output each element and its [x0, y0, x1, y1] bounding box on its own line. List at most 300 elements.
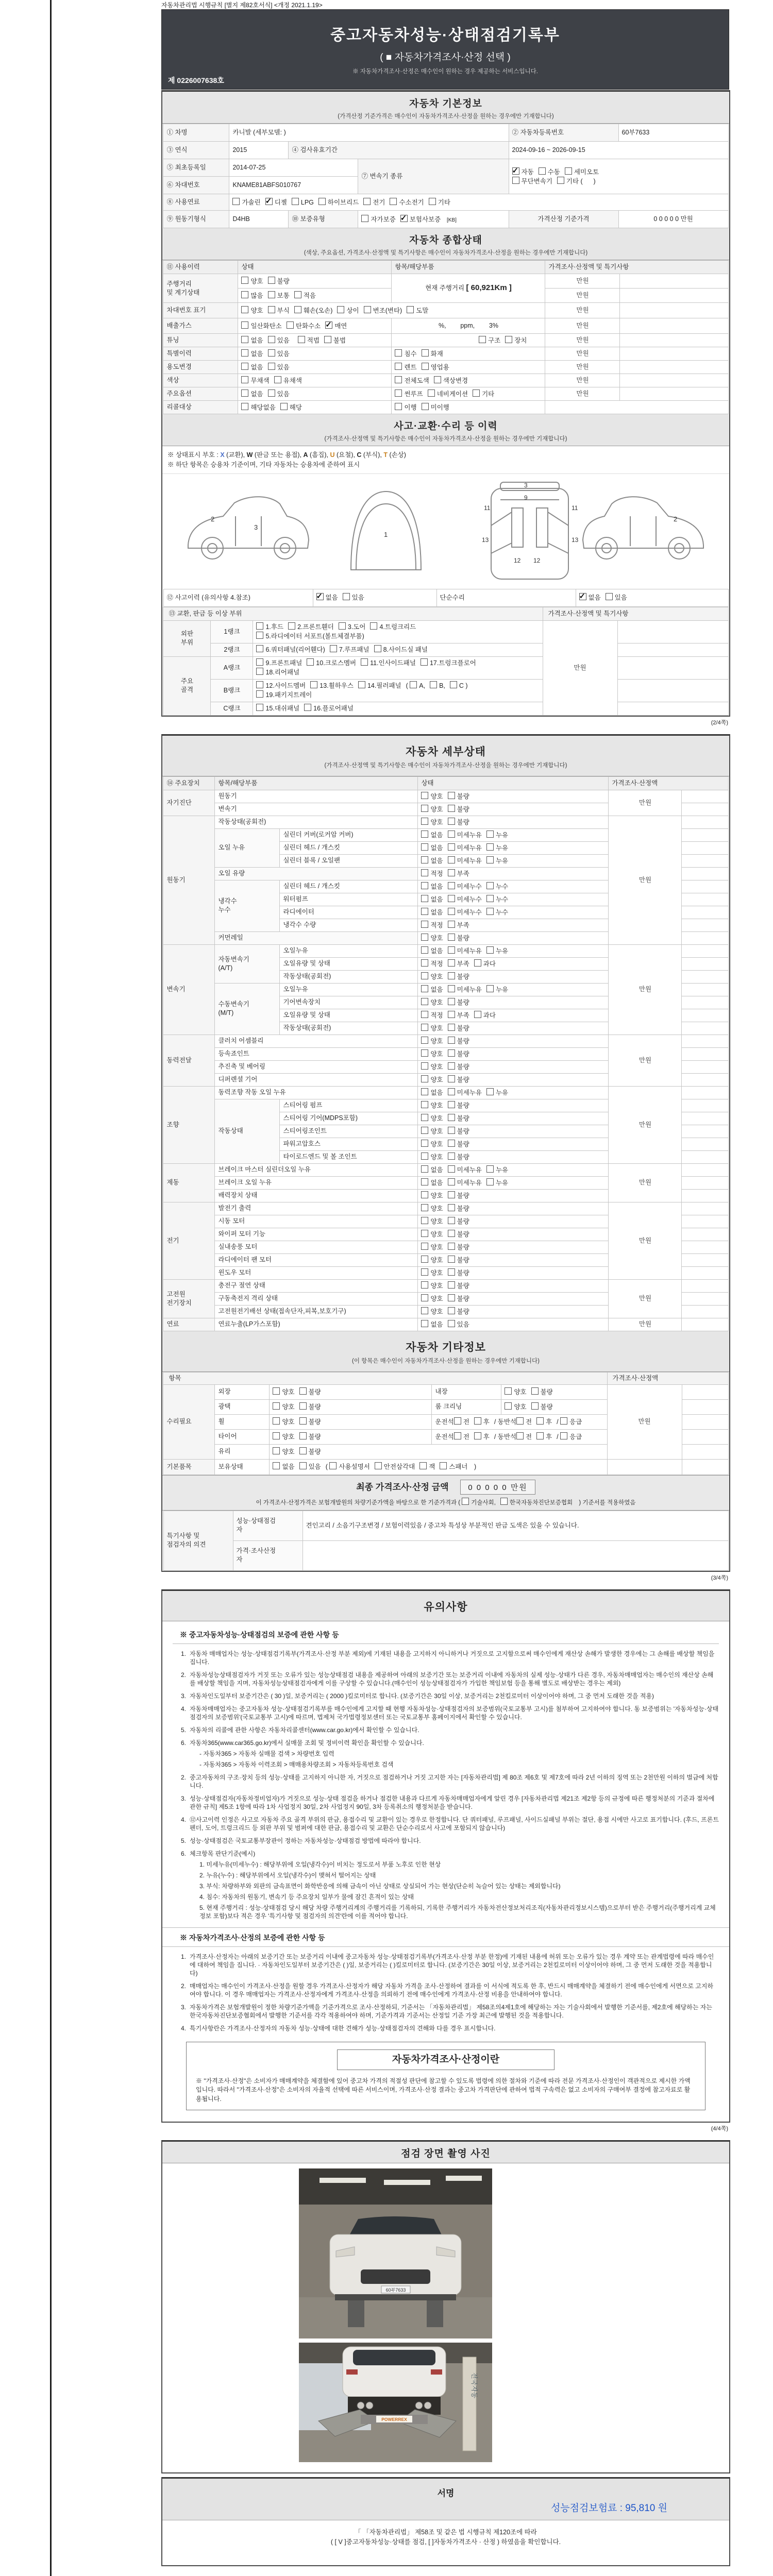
checkbox-checked[interactable]: ✓ 없음 [316, 594, 338, 601]
diagram-label: 13 [482, 536, 489, 544]
checkbox[interactable]: 양호 [241, 278, 263, 285]
checkbox[interactable]: 불량 [448, 1076, 469, 1083]
checkbox[interactable]: 해당 [280, 404, 302, 411]
table-cell [682, 1022, 728, 1035]
checkbox[interactable]: 해당없음 [241, 404, 275, 411]
checkbox[interactable]: 미세누유 [448, 1166, 482, 1174]
table-cell: ⑤ 최초등록일 [163, 159, 229, 177]
checkbox[interactable]: 잭 [419, 1463, 435, 1470]
table-cell [682, 803, 728, 816]
checkbox[interactable]: 미세누유 [448, 1179, 482, 1187]
checkbox[interactable]: 영업용 [422, 364, 449, 371]
table-cell [682, 944, 728, 957]
checkbox[interactable]: 불량 [448, 1063, 469, 1071]
checkbox-icon [448, 1294, 455, 1301]
checkbox[interactable]: 1.후드 [256, 623, 283, 631]
checkbox[interactable]: 전 [454, 1418, 469, 1426]
checkbox[interactable]: 불량 [299, 1418, 321, 1426]
checkbox[interactable]: 양호 [421, 1025, 443, 1032]
table-cell: 만원 [545, 274, 620, 289]
table-row [163, 1086, 728, 1099]
block-signature [161, 2477, 730, 2566]
table-cell: 구동축전지 격리 상태 [215, 1292, 418, 1305]
checkbox[interactable]: 없음 [241, 337, 263, 344]
table-cell [392, 334, 545, 347]
checkbox[interactable]: 상이 [337, 307, 359, 314]
checkbox[interactable]: 후 [536, 1418, 552, 1426]
checkbox[interactable]: 있음 [606, 594, 627, 601]
table-cell [682, 1228, 728, 1241]
checkbox[interactable]: 부족 [448, 922, 469, 929]
checkbox-icon [273, 1447, 280, 1454]
checkbox[interactable]: 양호 [273, 1418, 294, 1426]
checkbox-icon [486, 985, 494, 992]
checkbox[interactable]: 렌트 [395, 364, 416, 371]
checkbox[interactable]: 불량 [448, 1257, 469, 1264]
checkbox[interactable]: 양호 [421, 1282, 443, 1290]
checkbox[interactable]: 미세누수 [448, 883, 482, 890]
checkbox[interactable]: 양호 [421, 999, 443, 1006]
table-row [163, 387, 728, 401]
checkbox[interactable]: 적정 [421, 922, 443, 929]
checkbox[interactable]: 16.플로어패널 [304, 705, 354, 712]
checkbox[interactable]: 과다 [474, 1012, 496, 1019]
checkbox[interactable]: 양호 [421, 1128, 443, 1135]
checkbox[interactable]: 불량 [448, 793, 469, 800]
checkbox[interactable]: 무채색 [241, 377, 269, 384]
signature-title: 서명 [437, 2488, 455, 2499]
checkbox[interactable]: 있음 [268, 337, 290, 344]
checkbox[interactable]: 기타 ( ) [557, 178, 596, 185]
checkbox[interactable]: 양호 [421, 1141, 443, 1148]
checkbox[interactable]: 누유 [486, 986, 508, 993]
checkbox-icon [288, 622, 295, 630]
checkbox[interactable]: 불량 [448, 1128, 469, 1135]
checkbox-icon [421, 1114, 428, 1121]
checkbox[interactable]: 불량 [299, 1403, 321, 1411]
checkbox-icon [421, 985, 428, 992]
checkbox[interactable]: 적정 [421, 1012, 443, 1019]
table-cell [418, 931, 609, 944]
notice-group-1 [173, 1650, 719, 1769]
checkbox[interactable]: 하이브리드 [318, 199, 359, 206]
checkbox[interactable]: 후 [474, 1418, 490, 1426]
checkbox[interactable]: 19.패키지트레이 [256, 691, 312, 699]
checkbox[interactable]: 양호 [273, 1448, 294, 1455]
vehicle-diagram-svg [163, 476, 728, 583]
checkbox-icon [448, 1037, 455, 1044]
checkbox[interactable]: 과다 [474, 960, 496, 968]
checkbox[interactable]: 미세누유 [448, 986, 482, 993]
table-cell [682, 906, 728, 919]
checkbox[interactable]: 전체도색 [395, 377, 429, 384]
checkbox[interactable]: 불법 [324, 337, 346, 344]
checkbox[interactable]: 가솔린 [232, 199, 260, 206]
checkbox[interactable]: 불량 [448, 1192, 469, 1199]
checkbox[interactable]: 4.트렁크리드 [370, 623, 416, 631]
checkbox[interactable]: 양호 [421, 1115, 443, 1122]
checkbox[interactable]: 양호 [421, 1308, 443, 1315]
checkbox[interactable]: 양호 [421, 1050, 443, 1058]
checkbox[interactable]: 누유 [486, 1179, 508, 1187]
checkbox[interactable]: 불량 [448, 1141, 469, 1148]
checkbox[interactable]: 부족 [448, 1012, 469, 1019]
checkbox[interactable]: 17.트렁크플로어 [421, 659, 476, 667]
checkbox[interactable]: 부족 [448, 960, 469, 968]
checkbox[interactable]: 누수 [486, 896, 508, 903]
checkbox[interactable]: 12.사이드멤버 [256, 682, 306, 689]
checkbox[interactable]: 침수 [395, 350, 416, 358]
checkbox[interactable]: 수동 [539, 168, 560, 176]
checkbox[interactable]: 누유 [486, 832, 508, 839]
checkbox[interactable]: 미세누유 [448, 947, 482, 955]
table-cell: 만원 [545, 361, 620, 374]
checkbox[interactable]: 응급 [560, 1418, 582, 1426]
table-cell: A랭크 [211, 656, 253, 679]
checkbox[interactable]: 없음 [421, 844, 443, 852]
checkbox-checked[interactable]: ✓자동 [512, 168, 534, 176]
checkbox[interactable]: 불량 [448, 1282, 469, 1290]
checkbox[interactable]: 있음 [268, 391, 290, 398]
checkbox[interactable]: 불량 [448, 1038, 469, 1045]
table-cell [617, 679, 728, 702]
checkbox[interactable]: 후 [536, 1433, 552, 1440]
checkbox[interactable]: 양호 [421, 1295, 443, 1302]
table-cell: 변속기 [215, 803, 418, 816]
checkbox[interactable]: 없음 [421, 1321, 443, 1328]
checkbox[interactable]: 양호 [421, 1205, 443, 1212]
checkbox-icon [486, 1088, 494, 1095]
checkbox[interactable]: 미세누유 [448, 1089, 482, 1096]
checkbox[interactable]: 있음 [448, 1321, 469, 1328]
notice-subitem: 1. 미세누유(미세누수) : 해당부위에 오일(냉각수)이 비치는 정도로서 부품 노후로 인한 현상 [199, 1860, 441, 1868]
notice-subitem: 3. 부식: 차량하부와 외판의 금속표면이 화학반응에 의해 금속이 아닌 상태로 상실되어 가는 현상(단순히 녹슬어 있는 상태는 제외합니다) [199, 1882, 561, 1890]
checkbox[interactable]: 10.크로스멤버 [307, 659, 356, 667]
checkbox-icon [256, 690, 263, 698]
checkbox-checked[interactable]: ✓ 디젤 [265, 199, 287, 206]
table-cell: 현재 주행거리 [ 60,921Km ] [392, 274, 545, 303]
checkbox[interactable]: 양호 [421, 1063, 443, 1071]
checkbox[interactable]: 있음 [299, 1463, 321, 1470]
checkbox[interactable]: 불량 [448, 999, 469, 1006]
checkbox[interactable]: 기타 [473, 391, 494, 398]
checkbox[interactable]: 2.프론트휀더 [288, 623, 334, 631]
checkbox-icon [500, 1498, 508, 1505]
checkbox-checked[interactable]: ✓ 보험사보증 [400, 216, 441, 223]
checkbox[interactable]: 누유 [486, 857, 508, 865]
checkbox[interactable]: 양호 [421, 1231, 443, 1238]
checkbox[interactable]: 양호 [421, 1154, 443, 1161]
checkbox-icon [421, 946, 428, 954]
table-cell [238, 334, 392, 347]
checkbox-icon [421, 1062, 428, 1070]
table-cell [238, 318, 392, 334]
checkbox[interactable]: 양호 [505, 1388, 526, 1396]
checkbox[interactable]: 양호 [241, 307, 263, 314]
table-cell: 스티어링 펌프 [280, 1099, 418, 1112]
table-cell [620, 334, 728, 347]
checkbox[interactable]: 양호 [421, 1192, 443, 1199]
checkbox[interactable]: 누유 [486, 844, 508, 852]
table-cell: 윈도우 모터 [215, 1266, 418, 1279]
checkbox-icon [421, 959, 428, 967]
checkbox[interactable]: 불량 [448, 1244, 469, 1251]
table-cell [238, 374, 392, 387]
table-cell: 제동 [163, 1163, 215, 1202]
checkbox[interactable]: 있음 [343, 594, 364, 601]
checkbox-icon [448, 882, 455, 889]
checkbox[interactable]: 양호 [421, 793, 443, 800]
checkbox[interactable]: 장치 [505, 337, 527, 344]
checkbox[interactable]: 없음 [241, 350, 263, 358]
table-cell: 만원 [545, 374, 620, 387]
checkbox[interactable]: 불량 [448, 1025, 469, 1032]
checkbox-icon [450, 681, 457, 688]
checkbox[interactable]: 무단변속기 [512, 178, 552, 185]
checkbox[interactable]: B, [430, 682, 445, 689]
table-cell: ⑧ 사용연료 [163, 194, 229, 211]
notice-item [173, 1650, 719, 1666]
checkbox[interactable]: 적정 [421, 870, 443, 877]
checkbox[interactable]: 양호 [273, 1403, 294, 1411]
checkbox[interactable]: 13.휠하우스 [310, 682, 354, 689]
checkbox[interactable]: 안전삼각대 [375, 1463, 415, 1470]
checkbox[interactable]: 양호 [505, 1403, 526, 1411]
notice-item [173, 1837, 719, 1845]
checkbox[interactable]: 미세누유 [448, 844, 482, 852]
checkbox-icon [531, 1387, 539, 1395]
checkbox[interactable]: 스패너 [440, 1463, 467, 1470]
notice-item-text: 자동차의 리콜에 관한 사항은 자동차리콜센터(www.car.go.kr)에서 확인할 수 있습니다. [190, 1726, 419, 1734]
checkbox-icon [560, 1432, 567, 1439]
checkbox[interactable]: 보통 [268, 292, 290, 299]
checkbox[interactable]: 없음 [421, 883, 443, 890]
table-cell [682, 1047, 728, 1060]
checkbox[interactable]: 세미오토 [565, 168, 599, 176]
checkbox[interactable]: 구조 [479, 337, 500, 344]
checkbox[interactable]: C ) [450, 682, 468, 689]
checkbox[interactable]: 불량 [448, 1102, 469, 1109]
checkbox[interactable]: 없음 [421, 1166, 443, 1174]
checkbox-icon [364, 306, 371, 313]
checkbox[interactable]: 탄화수소 [287, 323, 321, 330]
table-cell: 충전구 절연 상태 [215, 1279, 418, 1292]
section-etc-title: 자동차 기타정보 [406, 1341, 486, 1353]
detail-condition-table [162, 776, 729, 1331]
table-cell: 1랭크 [211, 620, 253, 643]
table-cell: 자기진단 [163, 790, 215, 816]
checkbox[interactable]: 누유 [486, 1166, 508, 1174]
checkbox[interactable]: 불량 [299, 1448, 321, 1455]
checkbox[interactable]: 7.루프패널 [330, 646, 369, 653]
checkbox[interactable]: 없음 [421, 909, 443, 916]
checkbox[interactable]: 11.인사이드패널 [361, 659, 416, 667]
checkbox-checked[interactable]: ✓ 매연 [325, 323, 347, 330]
notice-subtitle-2: ※ 자동차가격조사·산정의 보증에 관한 사항 등 [162, 1927, 729, 1947]
checkbox[interactable]: 없음 [421, 1179, 443, 1187]
checkbox[interactable]: 불량 [448, 1218, 469, 1225]
table-row [163, 334, 728, 347]
checkbox[interactable]: 있음 [268, 350, 290, 358]
checkbox[interactable]: 미이행 [422, 404, 449, 411]
checkbox[interactable]: 미세누수 [448, 896, 482, 903]
checkbox[interactable]: 누수 [486, 909, 508, 916]
checkbox[interactable]: 적음 [294, 292, 316, 299]
checkbox[interactable]: 불량 [448, 1295, 469, 1302]
checkbox[interactable]: 9.프론트패널 [256, 659, 302, 667]
checkbox[interactable]: 불량 [299, 1433, 321, 1440]
checkbox[interactable]: 15.대쉬패널 [256, 705, 299, 712]
section-overall-header [162, 228, 729, 260]
section-detail-title: 자동차 세부상태 [406, 745, 486, 758]
checkbox[interactable]: 색상변경 [434, 377, 468, 384]
checkbox[interactable]: 적정 [421, 960, 443, 968]
checkbox[interactable]: 없음 [421, 986, 443, 993]
checkbox[interactable]: 미세누유 [448, 857, 482, 865]
checkbox[interactable]: 14.필러패널 [358, 682, 401, 689]
table-cell: 실린더 헤드 / 개스킷 [280, 841, 418, 854]
damage-scope-line: ※ 하단 항목은 승용차 기준이며, 기타 자동차는 승용차에 준하여 표시 [167, 461, 360, 469]
checkbox[interactable]: 부식 [268, 307, 290, 314]
checkbox[interactable]: 양호 [421, 1218, 443, 1225]
checkbox[interactable]: A, [410, 682, 425, 689]
panel-rank-table [162, 607, 729, 716]
checkbox[interactable]: 양호 [421, 806, 443, 813]
checkbox[interactable]: 전 [516, 1433, 532, 1440]
checkbox[interactable]: 양호 [421, 1257, 443, 1264]
checkbox[interactable]: 없음 [421, 947, 443, 955]
checkbox[interactable]: 자가보증 [361, 216, 395, 223]
checkbox[interactable]: 화재 [422, 350, 443, 358]
checkbox-icon [421, 1153, 428, 1160]
checkbox[interactable]: 불량 [448, 819, 469, 826]
checkbox[interactable]: 없음 [241, 391, 263, 398]
checkbox[interactable]: 많음 [241, 292, 263, 299]
checkbox[interactable]: 누유 [486, 1089, 508, 1096]
checkbox[interactable]: 기술사회, [462, 1500, 496, 1506]
table-cell: 가격조사·산정액 [609, 776, 728, 790]
checkbox[interactable]: 기타 [429, 199, 450, 206]
checkbox[interactable]: 양호 [421, 819, 443, 826]
checkbox-icon [421, 895, 428, 902]
checkbox[interactable]: 사용설명서 [329, 1463, 369, 1470]
checkbox[interactable]: 없음 [421, 857, 443, 865]
inspection-photo-rear [299, 2343, 492, 2462]
checkbox[interactable]: 수소전기 [390, 199, 424, 206]
checkbox[interactable]: 양호 [421, 935, 443, 942]
table-cell: 만원 [609, 944, 682, 1035]
checkbox[interactable]: 6.쿼터패널(리어휀다) [256, 646, 325, 653]
checkbox[interactable]: 양호 [273, 1388, 294, 1396]
checkbox[interactable]: 전기 [363, 199, 385, 206]
checkbox[interactable]: 미세누수 [448, 909, 482, 916]
table-cell: 2랭크 [211, 643, 253, 656]
checkbox[interactable]: 불량 [448, 806, 469, 813]
checkbox[interactable]: 8.사이드실 패널 [374, 646, 428, 653]
checkbox[interactable]: 불량 [299, 1388, 321, 1396]
checkbox[interactable]: 3.도어 [339, 623, 366, 631]
checkbox[interactable]: 썬루프 [395, 391, 423, 398]
checkbox-icon [421, 908, 428, 915]
checkbox[interactable]: 양호 [421, 973, 443, 980]
checkbox[interactable]: 불량 [448, 1308, 469, 1315]
checkbox[interactable]: 전 [516, 1418, 532, 1426]
checkbox[interactable]: LPG [292, 199, 314, 206]
checkbox[interactable]: 양호 [273, 1433, 294, 1440]
checkbox[interactable]: 불량 [448, 1269, 469, 1277]
checkbox-icon [421, 1307, 428, 1314]
checkbox[interactable]: 네비게이션 [428, 391, 468, 398]
checkbox[interactable]: 불량 [448, 973, 469, 980]
checkbox[interactable]: 18.리어패널 [256, 669, 299, 676]
table-cell: 오일누유 [280, 983, 418, 996]
table-cell: 견인고리 / 소음기구조변경 / 보험이력있음 / 중고차 특성상 부분적인 판금 도색은 있을 수 있습니다. [303, 1511, 728, 1540]
checkbox-icon [512, 177, 519, 184]
damage-code-legend [162, 446, 729, 474]
checkbox[interactable]: 누유 [486, 947, 508, 955]
styled-text: C [357, 451, 362, 459]
table-cell: 만원 [609, 1318, 682, 1331]
checkbox[interactable]: 양호 [421, 1076, 443, 1083]
table-row [163, 1163, 728, 1176]
table-cell: 기어변속장치 [280, 996, 418, 1009]
checkbox[interactable]: 응급 [560, 1433, 582, 1440]
checkbox[interactable]: 전 [454, 1433, 469, 1440]
checkbox-icon [268, 306, 275, 313]
checkbox[interactable]: 불량 [448, 1205, 469, 1212]
checkbox[interactable]: 부족 [448, 870, 469, 877]
checkbox[interactable]: 없음 [421, 1089, 443, 1096]
checkbox[interactable]: 미세누유 [448, 832, 482, 839]
checkbox[interactable]: 불량 [448, 935, 469, 942]
checkbox[interactable]: 불량 [448, 1115, 469, 1122]
checkbox[interactable]: 5.라디에이터 서포트(볼트체결부품) [256, 633, 364, 640]
checkbox[interactable]: 양호 [421, 1244, 443, 1251]
checkbox[interactable]: 없음 [273, 1463, 294, 1470]
checkbox[interactable]: 불량 [531, 1403, 553, 1411]
table-cell [682, 880, 728, 893]
checkbox[interactable]: 있음 [268, 364, 290, 371]
checkbox[interactable]: 양호 [421, 1269, 443, 1277]
checkbox[interactable]: 없음 [241, 364, 263, 371]
checkbox[interactable]: 없음 [421, 896, 443, 903]
table-cell [418, 1060, 609, 1073]
checkbox[interactable]: 없음 [421, 832, 443, 839]
checkbox[interactable]: 적법 [298, 337, 320, 344]
checkbox-icon [410, 681, 417, 688]
checkbox[interactable]: 불량 [448, 1231, 469, 1238]
checkbox[interactable]: 일산화탄소 [241, 323, 281, 330]
checkbox-icon [486, 1178, 494, 1185]
checkbox[interactable]: 불량 [268, 278, 290, 285]
checkbox[interactable]: 훼손(오손) [294, 307, 333, 314]
checkbox[interactable]: 양호 [421, 1102, 443, 1109]
checkbox[interactable]: 불량 [448, 1154, 469, 1161]
checkbox[interactable]: 이행 [395, 404, 416, 411]
table-cell: ② 자동차등록번호 [509, 124, 618, 142]
checkbox-icon [395, 376, 402, 383]
checkbox[interactable]: 양호 [421, 1038, 443, 1045]
checkbox[interactable]: 도말 [407, 307, 428, 314]
checkbox[interactable]: 변조(변타) [364, 307, 402, 314]
checkbox[interactable]: 유채색 [274, 377, 302, 384]
checkbox[interactable]: 불량 [531, 1388, 553, 1396]
checkbox[interactable]: 후 [474, 1433, 490, 1440]
checkbox[interactable]: 한국자동차진단보증협회 [500, 1500, 573, 1506]
checkbox-checked[interactable]: ✓ 없음 [579, 594, 601, 601]
checkbox[interactable]: 누수 [486, 883, 508, 890]
checkbox[interactable]: 불량 [448, 1050, 469, 1058]
